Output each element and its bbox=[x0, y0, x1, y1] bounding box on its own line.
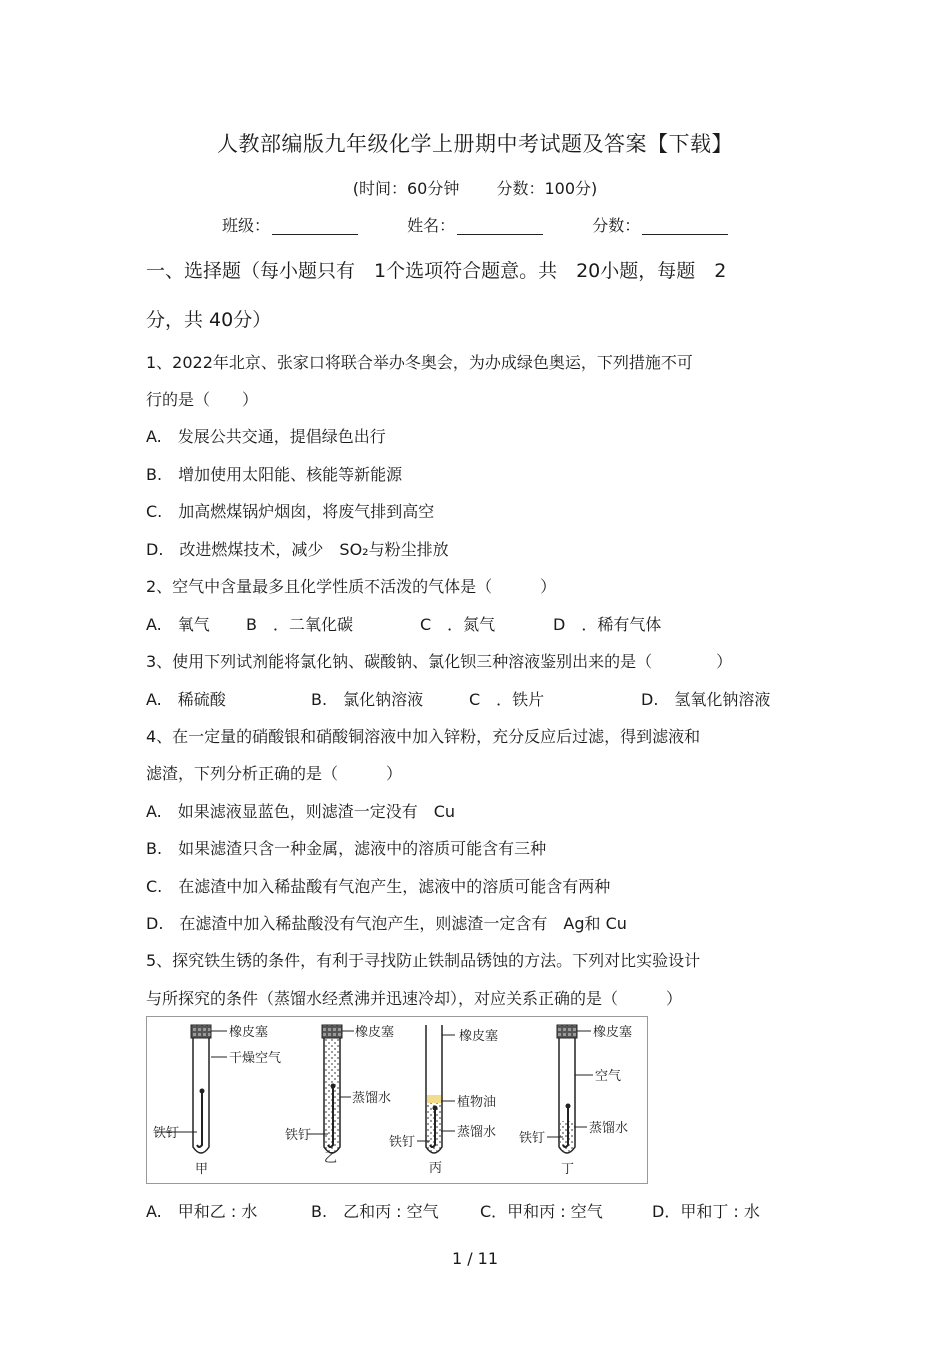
q1-option-a: A. 发展公共交通，提倡绿色出行 bbox=[146, 427, 386, 446]
score-info: 分数：100分) bbox=[496, 179, 598, 198]
q2-option-b: B ．二氧化碳 bbox=[246, 615, 353, 634]
tube-jia bbox=[153, 1024, 281, 1177]
label-nail-3: 铁钉 bbox=[389, 1135, 416, 1150]
q3-option-a: A. 稀硫酸 bbox=[146, 690, 226, 709]
label-stopper-3: 橡皮塞 bbox=[459, 1029, 499, 1044]
nail-jia bbox=[197, 1092, 202, 1147]
score-label: 分数： bbox=[592, 216, 641, 235]
q2-option-a: A. 氧气 bbox=[146, 615, 210, 634]
tube-yi bbox=[285, 1024, 394, 1166]
label-air: 空气 bbox=[595, 1069, 622, 1084]
section-heading-line1: 一、选择题（每小题只有 1个选项符合题意。共 20小题，每题 2 bbox=[146, 260, 727, 282]
q1-stem-line1: 1、2022年北京、张家口将联合举办冬奥会，为办成绿色奥运，下列措施不可 bbox=[146, 353, 693, 372]
q2-option-d: D ．稀有气体 bbox=[553, 615, 662, 634]
stopper-jia bbox=[191, 1025, 211, 1038]
q1-option-d: D. 改进燃煤技术，减少 SO₂与粉尘排放 bbox=[146, 540, 449, 559]
time-info: (时间：60分钟 bbox=[352, 179, 460, 198]
label-plant-oil: 植物油 bbox=[457, 1095, 497, 1110]
q5-stem-line2: 与所探究的条件（蒸馏水经煮沸并迅速冷却），对应关系正确的是（ ） bbox=[146, 989, 683, 1008]
label-stopper-4: 橡皮塞 bbox=[593, 1025, 633, 1040]
label-stopper-1: 橡皮塞 bbox=[229, 1025, 269, 1040]
q3-stem: 3、使用下列试剂能将氯化钠、碳酸钠、氯化钡三种溶液鉴别出来的是（ ） bbox=[146, 652, 733, 671]
q4-option-b: B. 如果滤渣只含一种金属，滤液中的溶质可能含有三种 bbox=[146, 839, 547, 858]
q5-stem-line1: 5、探究铁生锈的条件，有利于寻找防止铁制品锈蚀的方法。下列对比实验设计 bbox=[146, 951, 701, 970]
q2-option-c: C ．氮气 bbox=[420, 615, 496, 634]
q4-option-d: D. 在滤渣中加入稀盐酸没有气泡产生，则滤渣一定含有 Ag和 Cu bbox=[146, 914, 627, 933]
label-stopper-2: 橡皮塞 bbox=[355, 1025, 395, 1040]
tube-ding bbox=[519, 1024, 632, 1177]
q2-stem: 2、空气中含量最多且化学性质不活泼的气体是（ ） bbox=[146, 577, 557, 596]
label-nail-4: 铁钉 bbox=[519, 1131, 546, 1146]
q1-option-c: C. 加高燃煤锅炉烟囱，将废气排到高空 bbox=[146, 502, 435, 521]
stopper-yi bbox=[322, 1025, 342, 1038]
section-heading-line2: 分，共 40分） bbox=[146, 309, 272, 331]
score-blank bbox=[642, 216, 728, 235]
label-water-3: 蒸馏水 bbox=[589, 1121, 629, 1136]
label-dry-air: 干燥空气 bbox=[229, 1051, 282, 1066]
label-bing: 丙 bbox=[429, 1161, 443, 1176]
page-number: 1 / 11 bbox=[451, 1249, 499, 1268]
name-label: 姓名： bbox=[407, 216, 456, 235]
test-tube-figure bbox=[146, 1016, 648, 1184]
q5-option-a: A. 甲和乙 : 水 bbox=[146, 1202, 258, 1221]
label-water-2: 蒸馏水 bbox=[457, 1125, 497, 1140]
test-tube-diagram bbox=[147, 1017, 647, 1183]
q3-option-c: C ．铁片 bbox=[469, 690, 545, 709]
q1-option-b: B. 增加使用太阳能、核能等新能源 bbox=[146, 465, 403, 484]
oil-layer bbox=[427, 1095, 441, 1103]
label-yi: 乙 bbox=[324, 1151, 338, 1166]
class-label: 班级： bbox=[222, 216, 271, 235]
label-water-1: 蒸馏水 bbox=[352, 1091, 392, 1106]
q4-stem-line2: 滤渣，下列分析正确的是（ ） bbox=[146, 764, 403, 783]
label-ding: 丁 bbox=[561, 1162, 575, 1177]
q5-option-c: C．甲和丙 : 空气 bbox=[480, 1202, 603, 1221]
name-blank bbox=[457, 216, 543, 235]
q5-option-b: B. 乙和丙 : 空气 bbox=[311, 1202, 439, 1221]
tube-bing bbox=[389, 1025, 498, 1176]
q5-option-d: D．甲和丁 : 水 bbox=[652, 1202, 760, 1221]
info-fields bbox=[222, 213, 772, 236]
class-blank bbox=[272, 216, 358, 235]
q4-option-c: C. 在滤渣中加入稀盐酸有气泡产生，滤液中的溶质可能含有两种 bbox=[146, 877, 611, 896]
label-nail-1: 铁钉 bbox=[153, 1126, 180, 1141]
q1-stem-line2: 行的是（ ） bbox=[146, 390, 259, 409]
stopper-ding bbox=[557, 1025, 577, 1038]
label-nail-2: 铁钉 bbox=[285, 1128, 312, 1143]
exam-meta bbox=[0, 176, 950, 199]
q4-option-a: A. 如果滤液显蓝色，则滤渣一定没有 Cu bbox=[146, 802, 456, 821]
label-jia: 甲 bbox=[195, 1162, 209, 1177]
q3-option-b: B. 氯化钠溶液 bbox=[311, 690, 424, 709]
page-title: 人教部编版九年级化学上册期中考试题及答案【下载】 bbox=[217, 132, 733, 156]
q4-stem-line1: 4、在一定量的硝酸银和硝酸铜溶液中加入锌粉，充分反应后过滤，得到滤液和 bbox=[146, 727, 701, 746]
q3-option-d: D. 氢氧化钠溶液 bbox=[641, 690, 771, 709]
